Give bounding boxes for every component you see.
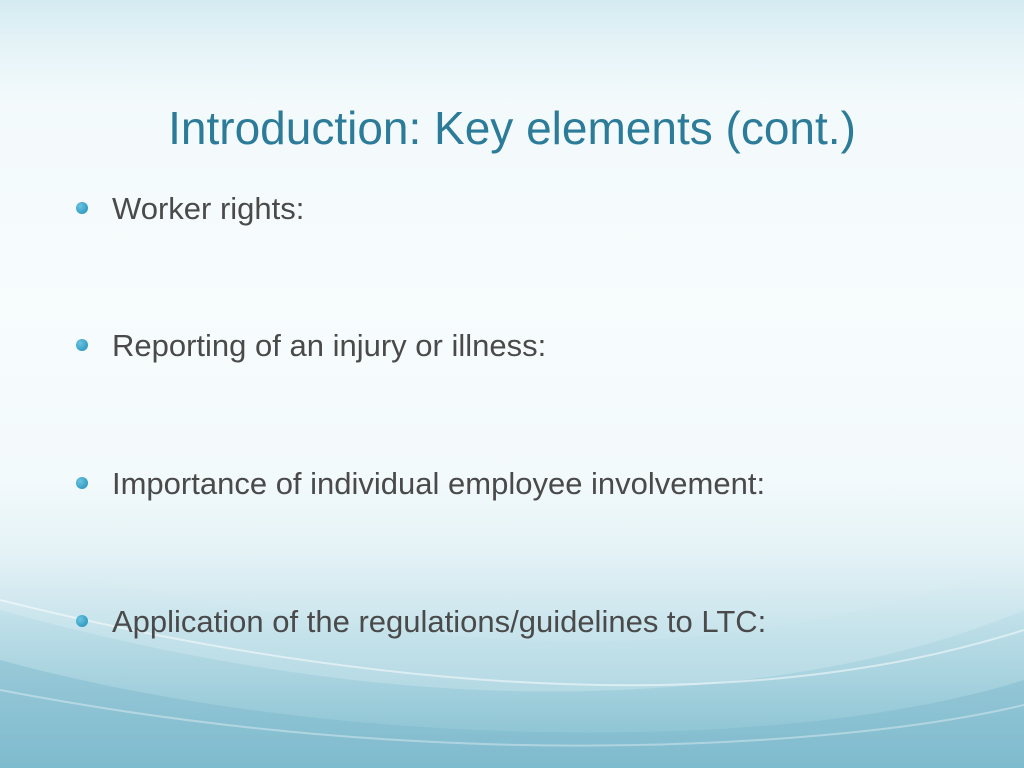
bullet-text: Application of the regulations/guidelines to LTC: [112, 604, 767, 639]
bullet-dot-icon [76, 477, 88, 489]
bullet-item [76, 189, 976, 229]
bullet-text: Worker rights: [112, 191, 305, 226]
bullet-dot-icon [76, 202, 88, 214]
bullet-item [76, 464, 976, 504]
bullet-dot-icon [76, 339, 88, 351]
bullet-text: Reporting of an injury or illness: [112, 328, 547, 363]
bullet-dot-icon [76, 615, 88, 627]
bullet-item [76, 602, 976, 642]
bullet-item [76, 326, 976, 366]
bullet-text: Importance of individual employee involvement: [112, 466, 766, 501]
slide-title: Introduction: Key elements (cont.) [168, 102, 856, 154]
